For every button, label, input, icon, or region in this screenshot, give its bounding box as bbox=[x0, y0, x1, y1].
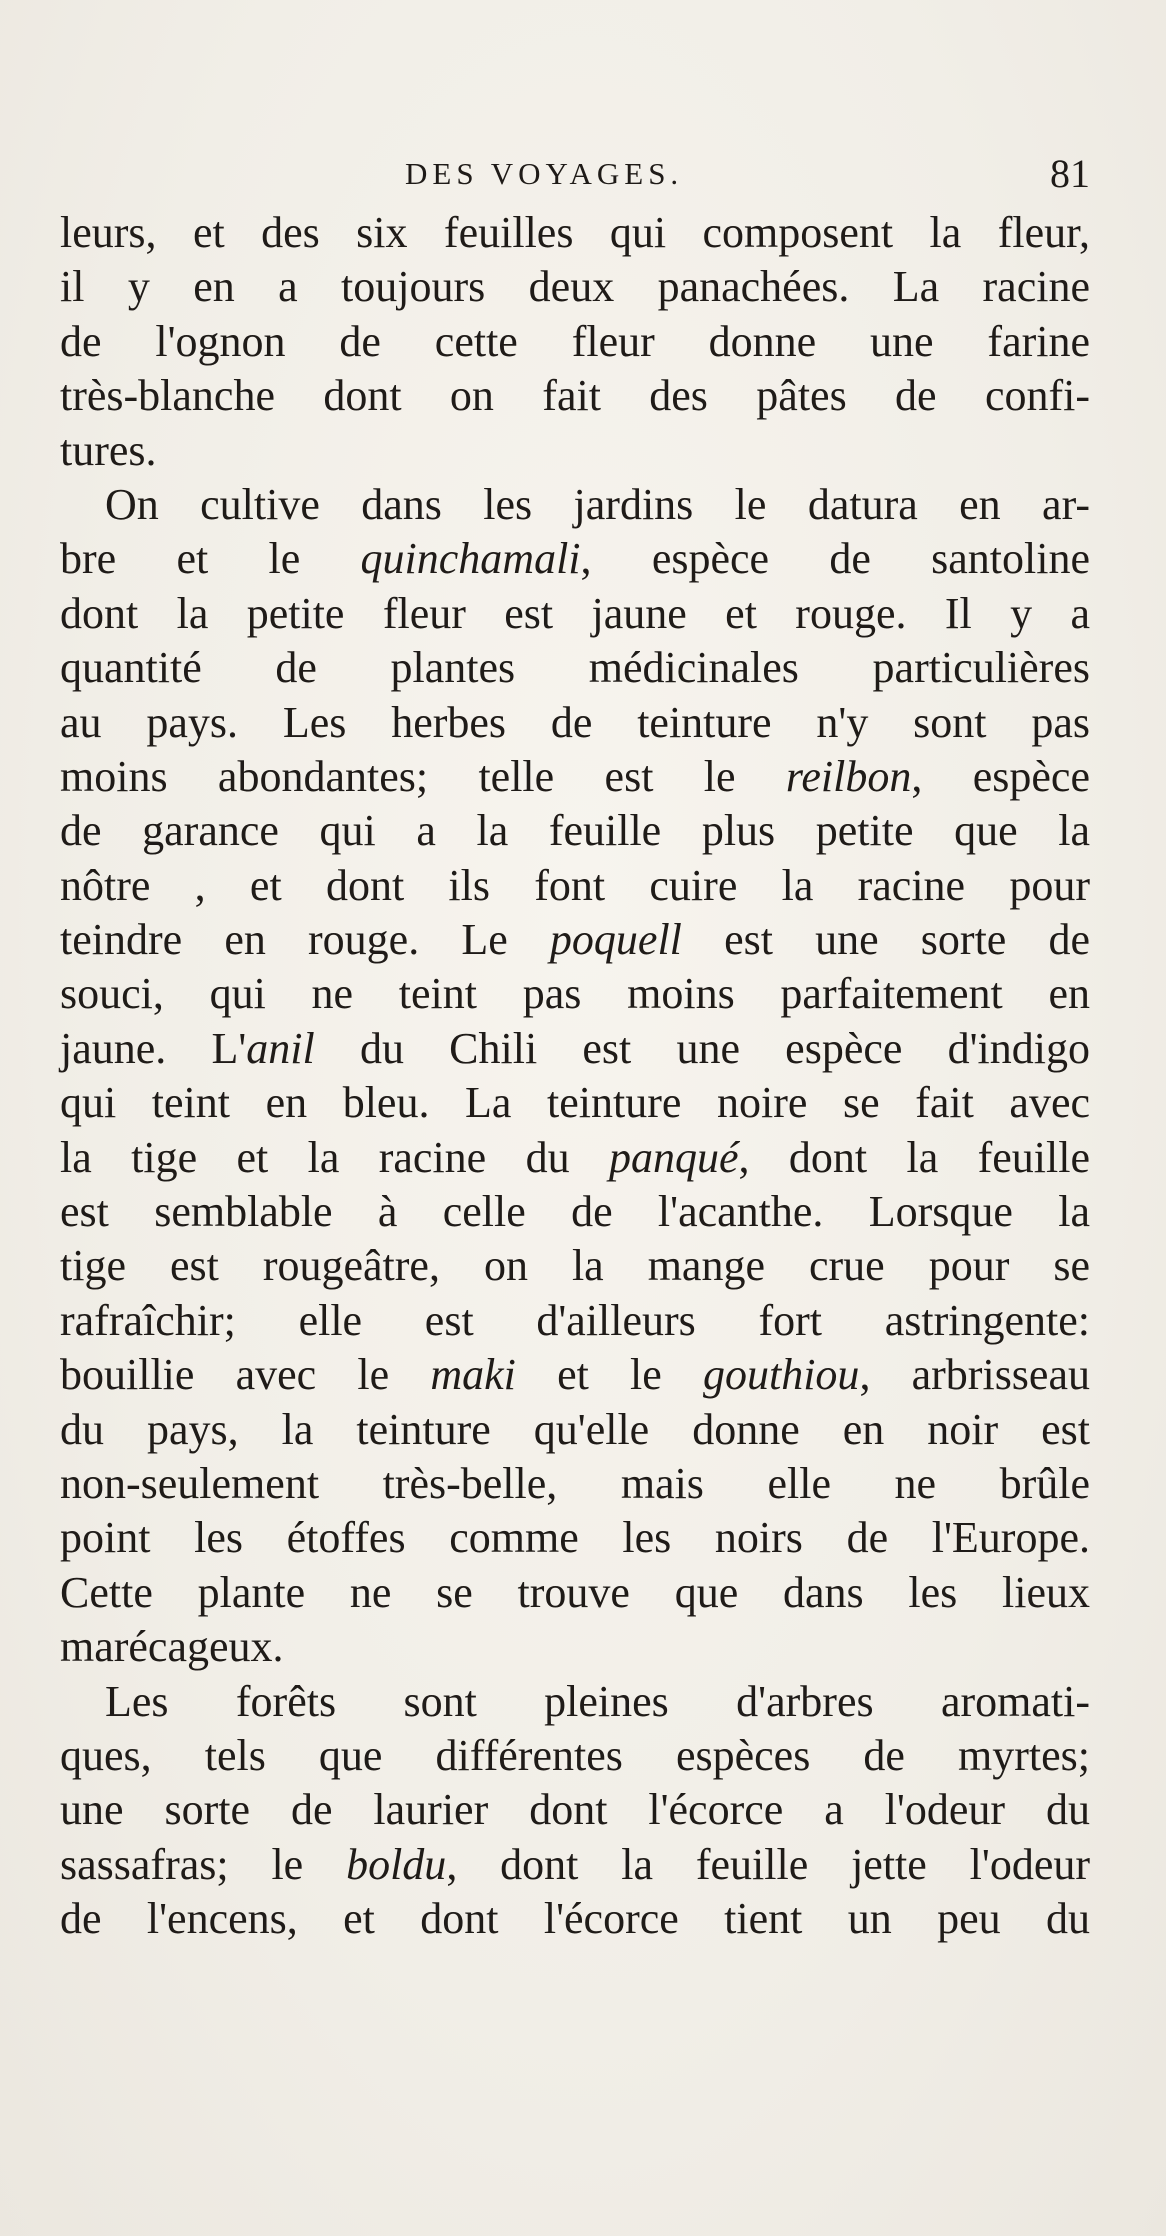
text-line: il y en a toujours deux panachées. La racine bbox=[60, 262, 1090, 312]
text-line: de l'ognon de cette fleur donne une farine bbox=[60, 316, 1090, 366]
italic-term: reilbon bbox=[785, 751, 912, 801]
text-line: teindre en rouge. Le poquell est une sorte de bbox=[60, 915, 1091, 965]
text-line: du pays, la teinture qu'elle donne en noir est bbox=[60, 1404, 1090, 1454]
text-line: une sorte de laurier dont l'écorce a l'odeur du bbox=[60, 1785, 1090, 1835]
text-line: au pays. Les herbes de teinture n'y sont pas bbox=[60, 697, 1090, 747]
text-line: marécageux. bbox=[60, 1622, 284, 1672]
text-line: quantité de plantes médicinales particulières bbox=[60, 643, 1090, 693]
body-text bbox=[60, 206, 1090, 1947]
page-number: 81 bbox=[1050, 151, 1090, 196]
text-line: On cultive dans les jardins le datura en ar- bbox=[105, 479, 1090, 529]
text-line: sassafras; le boldu, dont la feuille jette l'odeur bbox=[60, 1839, 1090, 1889]
italic-term: anil bbox=[246, 1023, 315, 1073]
text-line: de l'encens, et dont l'écorce tient un peu du bbox=[60, 1894, 1090, 1944]
text-line: bre et le quinchamali, espèce de santoline bbox=[60, 534, 1090, 584]
text-line: tige est rougeâtre, on la mange crue pour se bbox=[60, 1241, 1090, 1291]
italic-term: maki bbox=[430, 1350, 516, 1400]
text-line: leurs, et des six feuilles qui composent la fleur, bbox=[60, 208, 1090, 257]
text-line: jaune. L'anil du Chili est une espèce d'indigo bbox=[60, 1023, 1091, 1073]
text-line: tures. bbox=[60, 425, 157, 475]
text-line: moins abondantes; telle est le reilbon, espèce bbox=[60, 751, 1090, 801]
text-line: point les étoffes comme les noirs de l'Europe. bbox=[60, 1513, 1090, 1563]
page-header bbox=[60, 150, 1090, 202]
book-page bbox=[60, 150, 1090, 1947]
text-line: non-seulement très-belle, mais elle ne brûle bbox=[60, 1458, 1090, 1508]
running-title: DES VOYAGES. bbox=[405, 156, 684, 191]
text-line: Cette plante ne se trouve que dans les lieux bbox=[60, 1567, 1090, 1617]
text-line: la tige et la racine du panqué, dont la feuille bbox=[60, 1132, 1090, 1182]
text-line: de garance qui a la feuille plus petite que la bbox=[60, 806, 1090, 856]
text-line: qui teint en bleu. La teinture noire se fait avec bbox=[60, 1078, 1090, 1128]
text-line: souci, qui ne teint pas moins parfaitement en bbox=[60, 969, 1090, 1019]
text-line: ques, tels que différentes espèces de myrtes; bbox=[60, 1730, 1090, 1780]
italic-term: gouthiou bbox=[702, 1350, 860, 1400]
text-line: dont la petite fleur est jaune et rouge. Il y a bbox=[60, 588, 1090, 638]
text-line: bouillie avec le maki et le gouthiou, arbrisseau bbox=[60, 1350, 1090, 1400]
text-line: Les forêts sont pleines d'arbres aromati- bbox=[105, 1676, 1090, 1726]
text-line: rafraîchir; elle est d'ailleurs fort astringente: bbox=[60, 1295, 1090, 1345]
text-line: très-blanche dont on fait des pâtes de confi- bbox=[60, 371, 1090, 421]
italic-term: poquell bbox=[549, 915, 682, 965]
text-line: nôtre , et dont ils font cuire la racine pour bbox=[60, 860, 1090, 910]
italic-term: boldu bbox=[346, 1839, 447, 1889]
italic-term: panqué bbox=[608, 1132, 739, 1182]
italic-term: quinchamali bbox=[360, 534, 581, 584]
text-line: est semblable à celle de l'acanthe. Lorsque la bbox=[60, 1187, 1090, 1237]
